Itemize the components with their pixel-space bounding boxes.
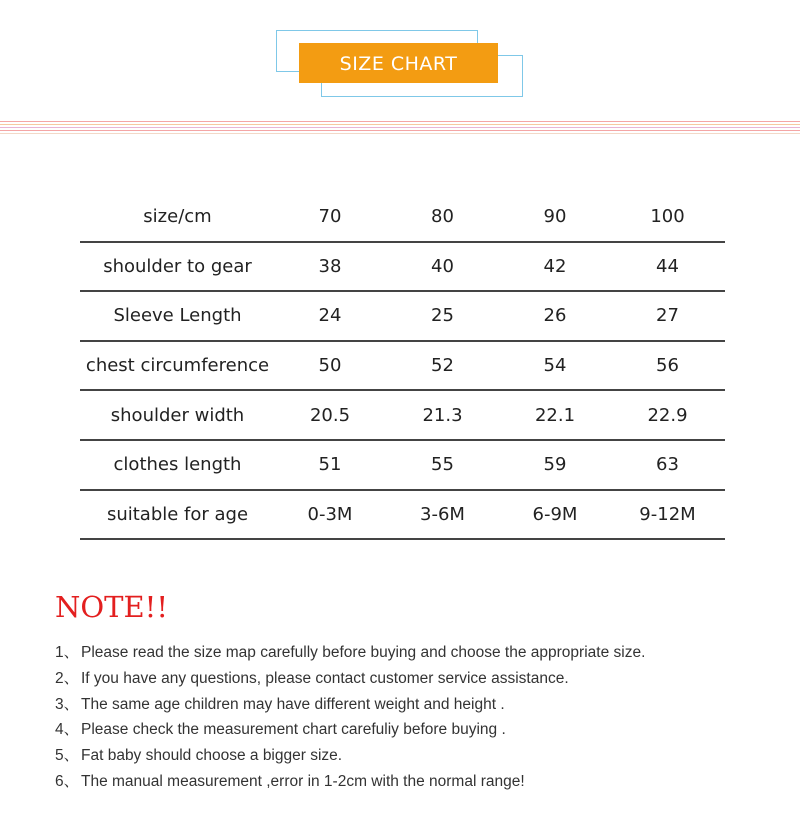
table-cell: 22.9 (647, 404, 688, 426)
table-cell: 24 (318, 305, 342, 327)
table-cell: 56 (656, 355, 679, 377)
table-cell: 51 (318, 454, 342, 476)
table-cell: 25 (431, 305, 454, 327)
stripe (0, 130, 800, 131)
row-label: shoulder to gear (103, 255, 252, 277)
stripe (0, 133, 800, 134)
table-cell: 44 (656, 255, 679, 277)
size-table (80, 193, 725, 540)
note-item (55, 666, 775, 692)
table-row (80, 243, 725, 293)
table-cell: 59 (543, 454, 567, 476)
table-cell: 22.1 (534, 404, 576, 426)
header-size-80: 80 (431, 206, 454, 228)
table-cell: 54 (543, 355, 567, 377)
table-cell: 26 (543, 305, 567, 327)
table-cell: 63 (656, 454, 679, 476)
note-number: 4、 (55, 721, 80, 739)
note-text: The manual measurement ,error in 1-2cm with the normal range! (81, 772, 525, 790)
header-size-90: 90 (543, 206, 567, 228)
notes-list (55, 640, 775, 795)
size-chart-banner (0, 0, 800, 100)
table-cell: 20.5 (309, 404, 351, 426)
row-label: chest circumference (85, 355, 270, 377)
table-row (80, 292, 725, 342)
note-text: Please check the measurement chart carefuliy before buying . (81, 721, 506, 739)
stripe (0, 127, 800, 128)
header-label: size/cm (143, 206, 212, 228)
note-number: 3、 (55, 695, 80, 713)
note-item (55, 692, 775, 718)
table-row (80, 441, 725, 491)
table-cell: 6-9M (532, 503, 578, 525)
note-item (55, 640, 775, 666)
table-cell: 50 (318, 355, 342, 377)
note-text: Fat baby should choose a bigger size. (81, 747, 343, 765)
table-row (80, 491, 725, 541)
banner-title: SIZE CHART (299, 43, 498, 83)
stripe (0, 124, 800, 125)
table-cell: 42 (543, 255, 567, 277)
table-cell: 9-12M (639, 503, 696, 525)
table-cell: 40 (431, 255, 454, 277)
note-text: If you have any questions, please contact customer service assistance. (81, 669, 569, 687)
row-label: Sleeve Length (113, 305, 242, 327)
note-item (55, 743, 775, 769)
note-item (55, 717, 775, 743)
note-number: 5、 (55, 747, 80, 765)
decorative-stripes (0, 121, 800, 137)
note-title: NOTE!! (55, 590, 168, 624)
row-label: shoulder width (110, 404, 245, 426)
note-text: The same age children may have different weight and height . (81, 695, 505, 713)
table-row (80, 342, 725, 392)
note-number: 6、 (55, 772, 80, 790)
note-number: 2、 (55, 669, 80, 687)
stripe (0, 121, 800, 122)
table-cell: 3-6M (420, 503, 465, 525)
note-text: Please read the size map carefully before buying and choose the appropriate size. (81, 644, 646, 661)
table-row (80, 391, 725, 441)
note-number: 1、 (55, 644, 80, 661)
header-size-70: 70 (318, 206, 342, 228)
row-label: suitable for age (106, 503, 249, 525)
table-cell: 0-3M (307, 503, 353, 525)
table-cell: 27 (656, 305, 679, 327)
note-item (55, 769, 775, 795)
table-cell: 52 (431, 355, 454, 377)
row-label: clothes length (113, 454, 242, 476)
table-cell: 21.3 (422, 404, 463, 426)
header-size-100: 100 (650, 206, 685, 228)
table-cell: 38 (318, 255, 342, 277)
table-cell: 55 (431, 454, 454, 476)
table-header-row (80, 193, 725, 243)
